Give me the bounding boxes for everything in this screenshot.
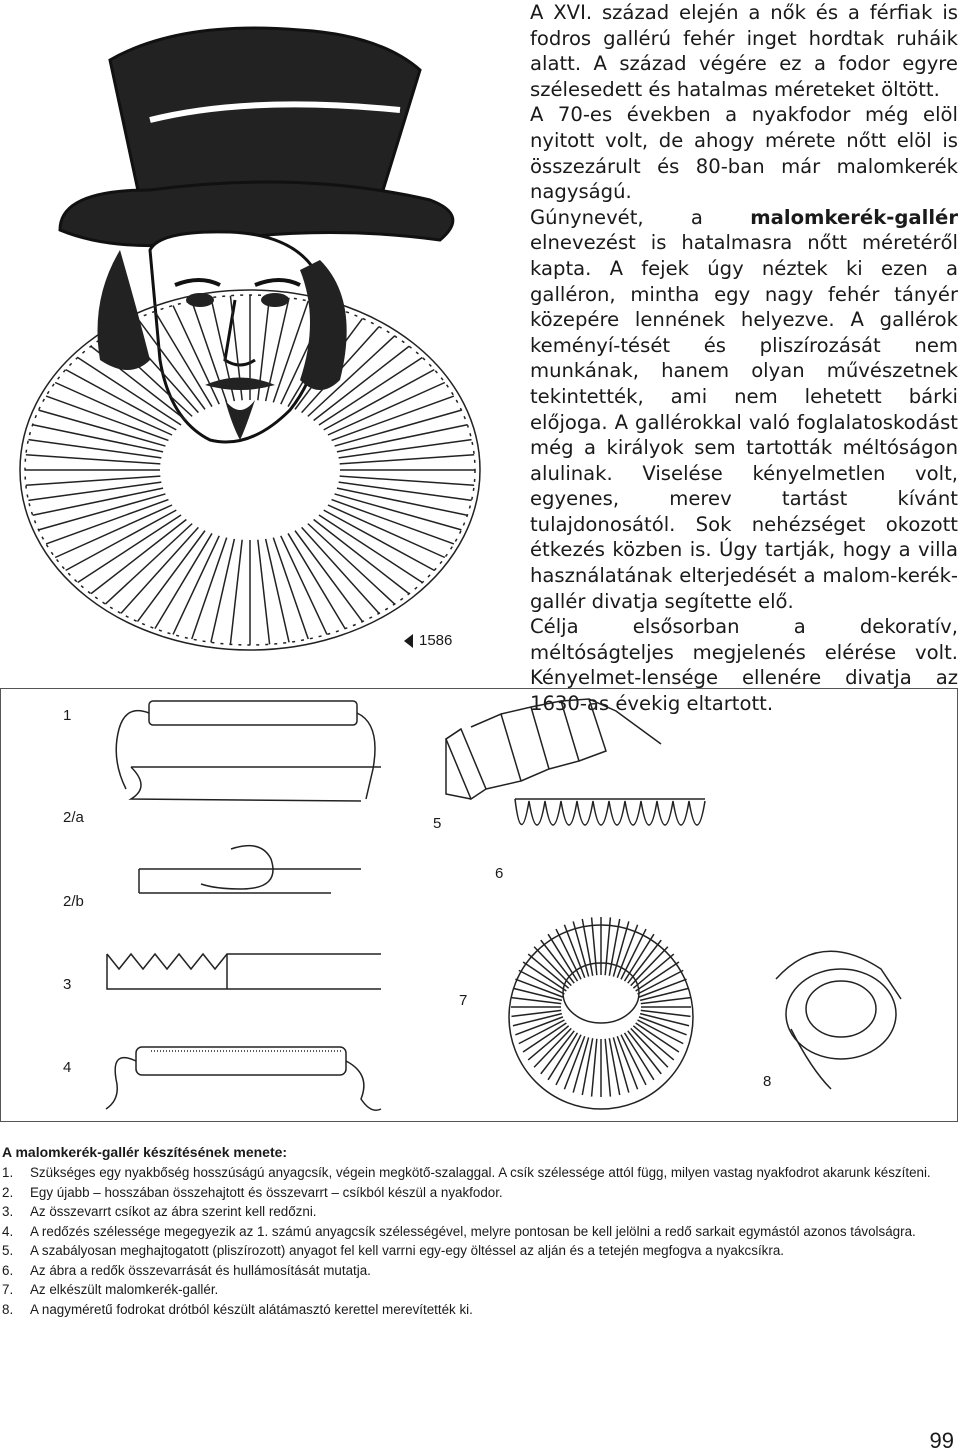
step-number: 5. (2, 1243, 14, 1258)
ruff-pleat-line (138, 531, 206, 622)
ruff-pleat-line (633, 954, 673, 988)
step-text: Egy újabb – hosszában összehajtott és összevarrt – csíkból készül a nyakfodor. (30, 1184, 503, 1200)
ruff-pleat-line (281, 536, 327, 635)
ruff-pleat-line (55, 383, 172, 436)
step-item (2, 1222, 958, 1242)
step7-ruff-drawing (509, 917, 693, 1109)
intro-p3-pre: Gúnynevét, a (530, 205, 703, 229)
figure-label-3: 3 (63, 976, 72, 993)
ruff-pleat-line (295, 531, 363, 622)
intro-p3-post: elnevezést is hatalmasra nőtt méretéről kapta. A fejek úgy néztek ki ezen a galléron, mintha egy nagy fehér tányér közepére lennének helyezve. A gallérok keményí-tését és pliszírozását nem munkának, hanem olyan művészetnek tekintették, ami nem lehetett bárki előjoga. A gallérokkal való foglalatoskodást még a királyok sem tartották méltóságon alulinak. Viselése kényelmetlen volt, egyenes, merev tartást kívánt tulajdonosától. Sok nehézséget okozott étkezés közben is. Úgy tartják, hogy a villa használatának elterjedését a malom-kerék-gallér divatja segítette elő. (530, 231, 958, 613)
step5-pleats-drawing (446, 699, 661, 799)
step-item (2, 1163, 958, 1183)
figure-label-2a: 2/a (63, 809, 84, 826)
step6-loops-drawing (515, 799, 705, 825)
intro-paragraph-2: A 70-es években a nyakfodor még elöl nyitott volt, de ahogy mérete nőtt elöl is összezárult és 80-ban már malomkerék nagyságú. (530, 103, 958, 204)
step-item (2, 1202, 958, 1222)
portrait-year: 1586 (419, 632, 453, 649)
step-item (2, 1241, 958, 1261)
figure-label-6: 6 (495, 865, 504, 882)
ruff-pleat-line (605, 917, 610, 975)
ruff-pleat-line (528, 1026, 568, 1060)
ruff-pleat-line (534, 1028, 571, 1067)
step-item (2, 1183, 958, 1203)
steps-title: A malomkerék-gallér készítésének menete: (2, 1144, 288, 1160)
ruff-pleat-line (273, 538, 308, 639)
portrait-illustration (0, 0, 500, 690)
ruff-pleat-line (534, 947, 571, 986)
ruff-pleat-line (26, 476, 160, 485)
ruff-pleat-line (592, 1039, 597, 1097)
steps-list (2, 1163, 958, 1319)
intro-paragraph-3 (530, 205, 958, 615)
step-text: A redőzés szélessége megegyezik az 1. számú anyagcsík szélességével, melyre pontosan be kell jelölni a redő sarkait egymástól azonos távolságra. (30, 1223, 916, 1239)
ruff-pleat-line (230, 540, 242, 645)
figure-label-1: 1 (63, 707, 72, 724)
ruff-pleat-line (28, 440, 161, 458)
ruff-pleat-line (173, 536, 219, 635)
figure-label-7: 7 (459, 992, 468, 1009)
figure-label-2b: 2/b (63, 893, 84, 910)
step4-strip-drawing (106, 1047, 381, 1110)
step-number: 4. (2, 1223, 14, 1239)
step-item (2, 1261, 958, 1281)
intro-paragraph-1: A XVI. század elején a nők és a férfiak is fodros gallérú fehér inget hordtak ruháik alatt. A század végére ez a fodor egyre szélesedett és hatalmas méreteket öltött. (530, 1, 958, 101)
left-triangle-icon (404, 634, 413, 648)
intro-text (530, 0, 958, 717)
ruff-pleat-line (155, 533, 212, 628)
figure-label-4: 4 (63, 1059, 72, 1076)
step-text: Az összevarrt csíkot az ábra szerint kell redőzni. (30, 1204, 317, 1219)
ruff-pleat-line (33, 488, 163, 515)
step-text: Az elkészült malomkerék-gallér. (30, 1282, 219, 1297)
step-number: 7. (2, 1282, 14, 1297)
ruff-pleat-line (211, 539, 234, 642)
ruff-pleat-line (55, 505, 172, 558)
ruff-pleat-line (288, 533, 345, 628)
ruff-pleat-line (339, 482, 472, 500)
ruff-collar-drawing (20, 290, 480, 650)
ruff-pleat-line (258, 540, 270, 645)
ruff-pleat-line (633, 1026, 673, 1060)
step-number: 6. (2, 1262, 14, 1278)
step2b-strip-drawing (139, 846, 361, 893)
ruff-pleat-line (337, 488, 467, 515)
step-item (2, 1280, 958, 1300)
ruff-pleat-line (609, 1038, 619, 1095)
ruff-pleat-line (340, 476, 474, 485)
ruff-pleat-line (582, 919, 592, 976)
step-text: Szükséges egy nyakbőség hosszúságú anyagcsík, végein megkötő-szalaggal. A csík szélessége attól függ, milyen vastag nyakfodrot akarunk készíteni. (30, 1165, 931, 1180)
figure-drawings (1, 689, 959, 1123)
ruff-term: malomkerék-gallér (750, 205, 958, 229)
hat-drawing (60, 28, 453, 246)
step2a-strip-drawing (131, 767, 381, 801)
step-text: A szabályosan meghajtogatott (pliszírozott) anyagot fel kell varrni egy-egy öltéssel az alján és a tetején megfogva a nyakcsíkra. (30, 1243, 784, 1258)
step-text: Az ábra a redők összevarrását és hullámosítását mutatja. (30, 1262, 371, 1278)
step3-zigzag-drawing (107, 954, 381, 989)
ruff-pleat-line (592, 917, 597, 975)
step8-wire-drawing (776, 951, 901, 1089)
ruff-pleat-line (528, 954, 568, 988)
ruff-pleat-line (339, 440, 472, 458)
ruff-pleat-line (609, 919, 619, 976)
figure-label-5: 5 (433, 815, 442, 832)
ruff-pleat-line (328, 505, 445, 558)
ruff-pleat-line (328, 383, 445, 436)
page-number: 99 (929, 1428, 954, 1453)
ruff-pleat-line (631, 1028, 668, 1067)
ruff-pleat-line (28, 482, 161, 500)
step1-strip-drawing (116, 701, 375, 799)
intro-paragraph-4: Célja elsősorban a dekoratív, méltóságteljes megjelenés elérése volt. Kényelmet-lensége ellenére divatja az 1630-as évekig eltartott. (530, 615, 958, 716)
ruff-pleat-line (337, 425, 467, 452)
portrait-caption (404, 632, 452, 649)
ruff-pleat-line (266, 539, 289, 642)
ruff-pleat-line (33, 425, 163, 452)
ruff-pleat-line (340, 455, 474, 464)
figure-label-8: 8 (763, 1073, 772, 1090)
step-number: 8. (2, 1301, 14, 1317)
construction-figure (0, 688, 958, 1122)
step-number: 1. (2, 1165, 14, 1180)
ruff-pleat-line (192, 538, 227, 639)
face-drawing (98, 232, 347, 442)
step-text: A nagyméretű fodrokat drótból készült alátámasztó kerettel merevítették ki. (30, 1301, 473, 1317)
ruff-pleat-line (605, 1039, 610, 1097)
ruff-pleat-line (26, 455, 160, 464)
ruff-pleat-line (582, 1038, 592, 1095)
ruff-pleat-line (631, 947, 668, 986)
step-item (2, 1300, 958, 1320)
step-number: 2. (2, 1184, 14, 1200)
step-number: 3. (2, 1204, 14, 1219)
